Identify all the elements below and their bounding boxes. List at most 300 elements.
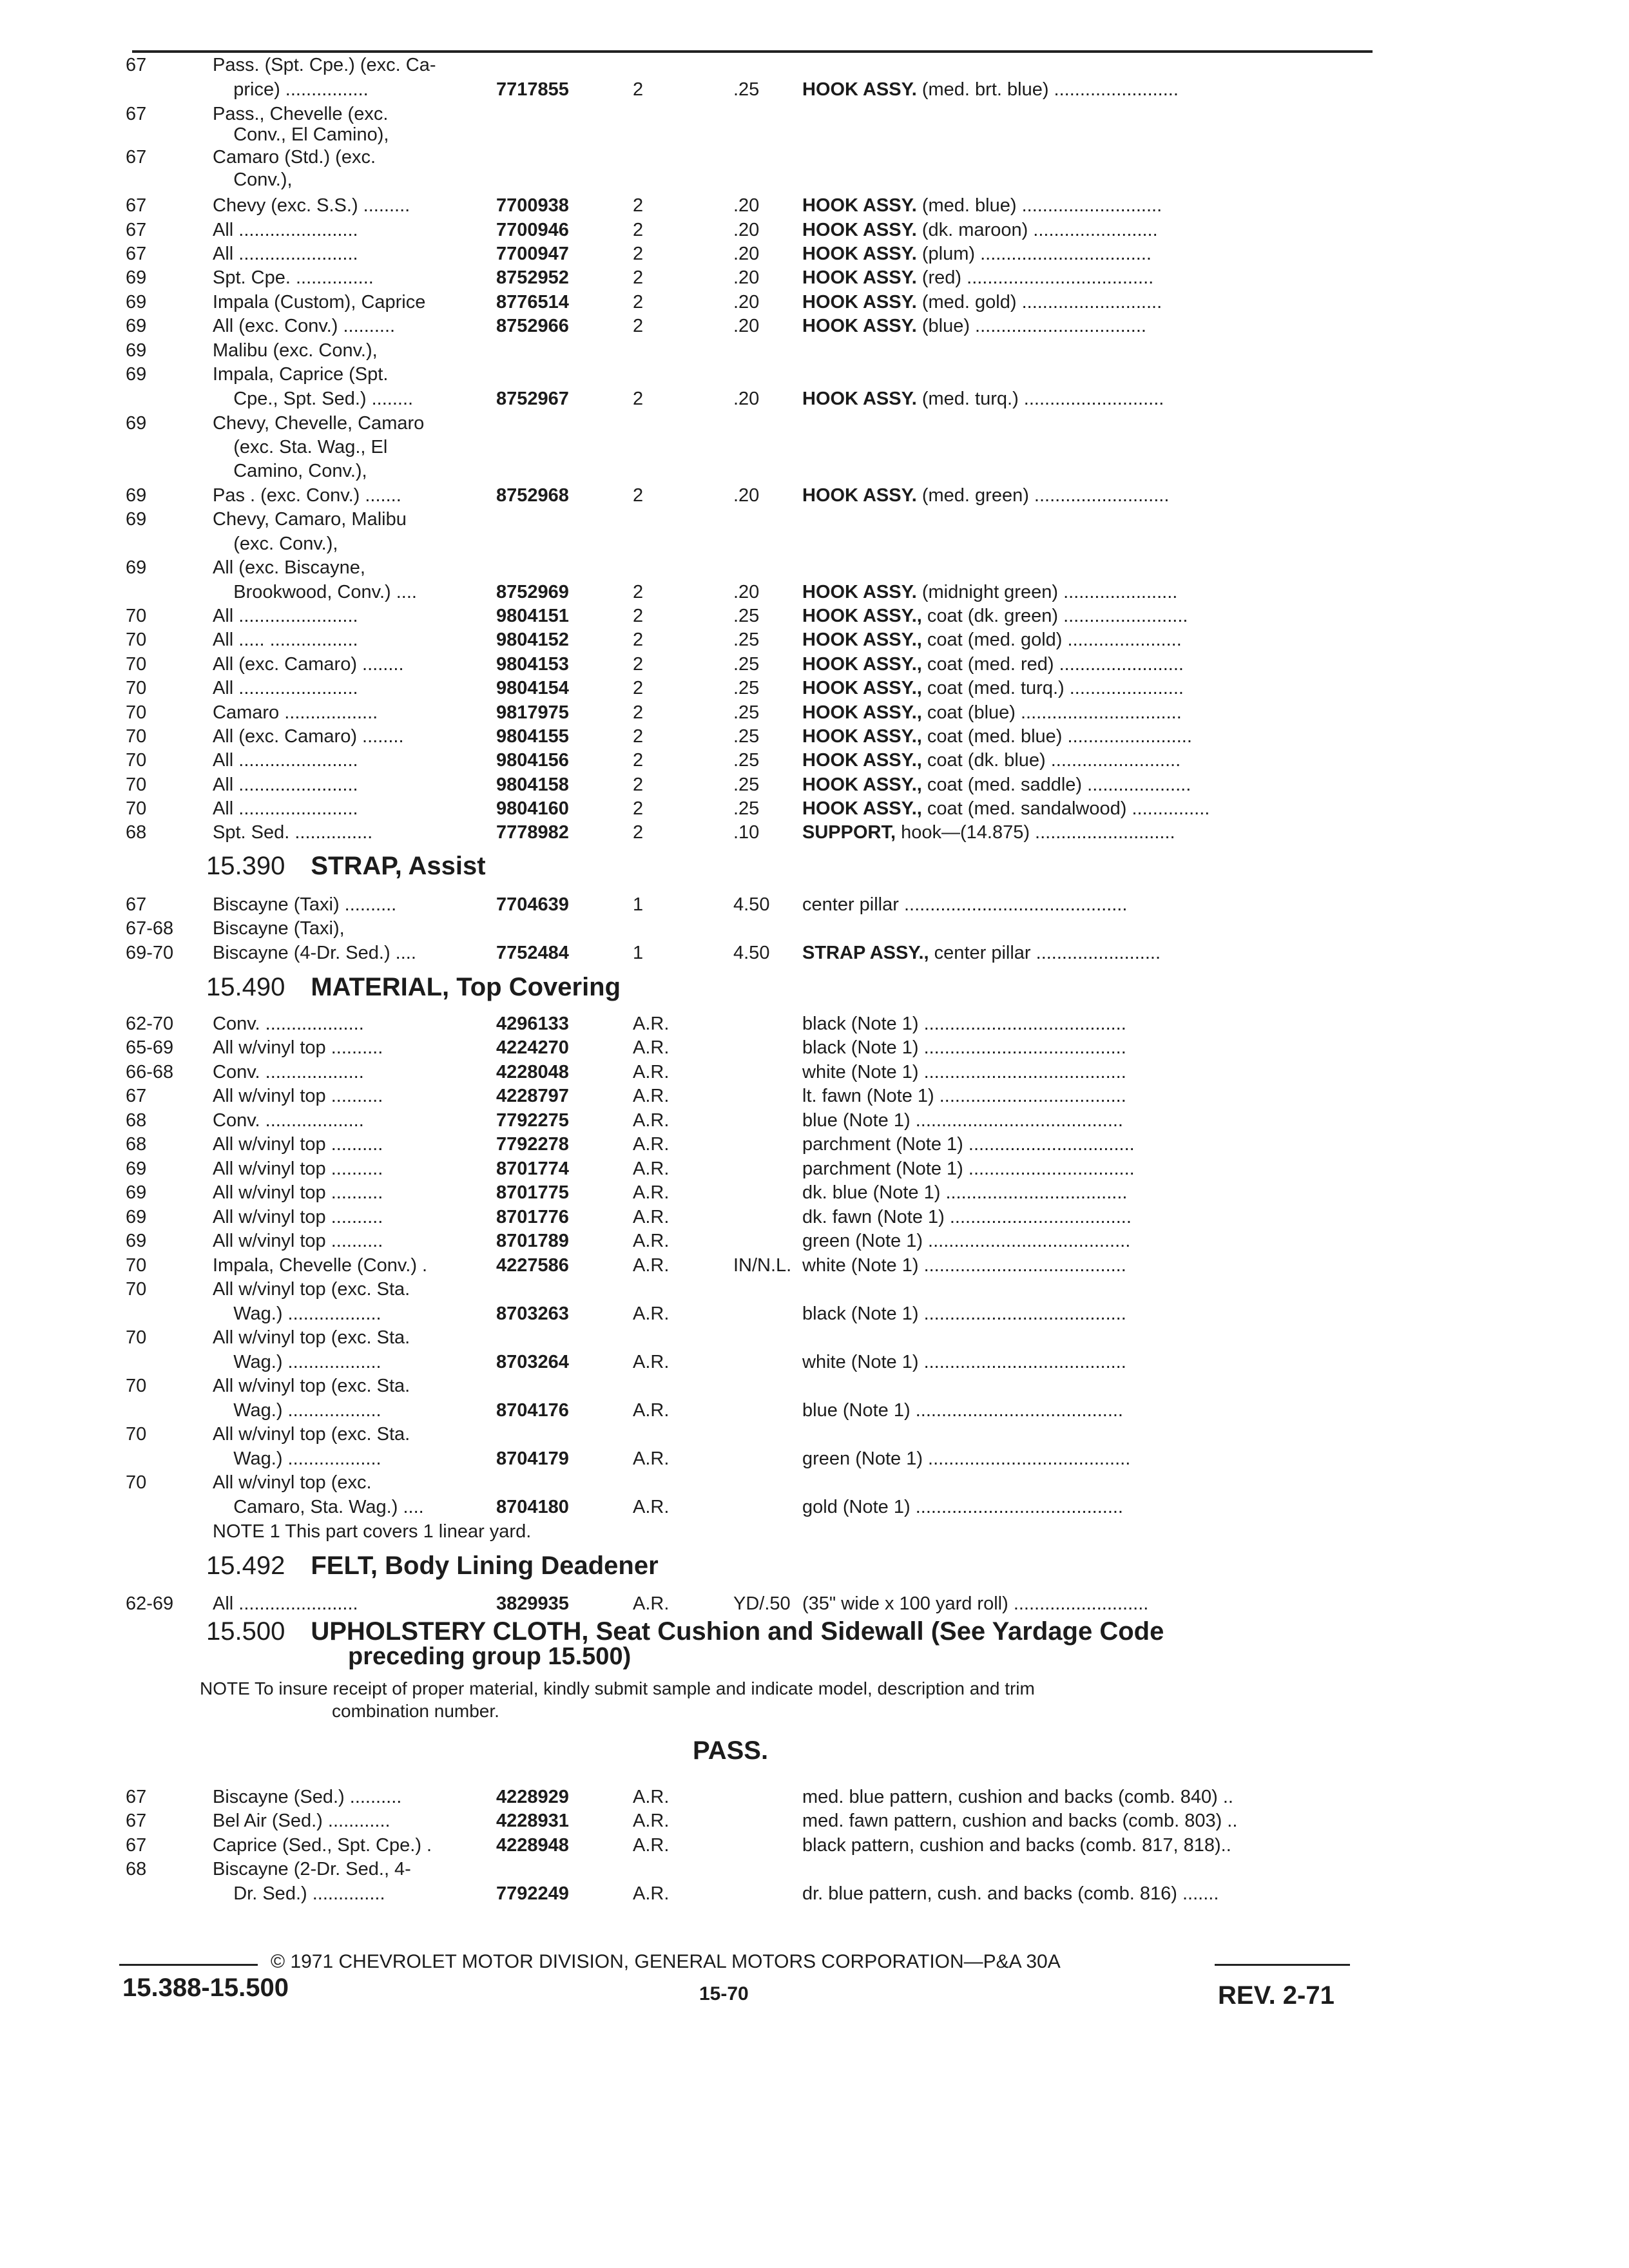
year-cell: 67 <box>126 55 147 75</box>
model-cell: Dr. Sed.) .............. <box>213 1883 385 1904</box>
quantity-cell: A.R. <box>633 1231 670 1251</box>
part-number-cell: 4227586 <box>496 1255 569 1276</box>
description-cell <box>802 1253 1126 1278</box>
part-number-cell: 7792275 <box>496 1110 569 1131</box>
description-detail: dk. blue (Note 1) ................................... <box>802 1182 1128 1203</box>
model-cell: Wag.) .................. <box>213 1400 381 1421</box>
part-number-cell: 9804151 <box>496 606 569 626</box>
model-cell: Biscayne (2-Dr. Sed., 4- <box>213 1859 411 1879</box>
part-number-cell: 4228929 <box>496 1787 569 1807</box>
quantity-cell: 2 <box>633 485 644 506</box>
price-cell: .20 <box>733 267 760 288</box>
year-cell: 69 <box>126 316 147 336</box>
group-heading <box>206 1617 1164 1646</box>
description-name: HOOK ASSY. <box>802 220 917 240</box>
quantity-cell: 2 <box>633 244 644 264</box>
year-cell: 68 <box>126 1859 147 1879</box>
quantity-cell: 2 <box>633 606 644 626</box>
description-cell <box>802 1157 1135 1181</box>
year-cell: 70 <box>126 1424 147 1445</box>
description-name: HOOK ASSY. <box>802 582 917 602</box>
model-cell: Conv. ................... <box>213 1014 364 1034</box>
description-cell <box>802 820 1175 845</box>
model-cell: Wag.) .................. <box>213 1352 381 1372</box>
year-cell: 70 <box>126 798 147 819</box>
price-cell: 4.50 <box>733 943 770 963</box>
description-cell <box>802 1809 1237 1833</box>
year-cell: 69 <box>126 267 147 288</box>
footer-rule-left <box>119 1964 258 1966</box>
year-cell: 67 <box>126 894 147 915</box>
model-cell: Bel Air (Sed.) ............ <box>213 1811 390 1831</box>
description-cell <box>802 483 1169 508</box>
quantity-cell: 2 <box>633 292 644 312</box>
quantity-cell: 2 <box>633 629 644 650</box>
description-cell <box>802 676 1184 700</box>
year-cell: 69 <box>126 1158 147 1179</box>
part-number-cell: 9804154 <box>496 678 569 698</box>
price-cell: .25 <box>733 629 760 650</box>
quantity-cell: A.R. <box>633 1448 670 1469</box>
description-name: SUPPORT, <box>802 822 896 843</box>
quantity-cell: 2 <box>633 822 644 843</box>
year-cell: 67 <box>126 104 147 124</box>
description-cell <box>802 652 1184 677</box>
description-detail: med. blue pattern, cushion and backs (comb. 840) .. <box>802 1787 1233 1807</box>
model-cell: All w/vinyl top .......... <box>213 1037 383 1058</box>
model-cell: Impala, Caprice (Spt. <box>213 364 389 385</box>
model-cell: All (exc. Conv.) .......... <box>213 316 396 336</box>
description-detail: center pillar ........................................... <box>802 894 1128 915</box>
description-detail: coat (blue) ............................... <box>921 702 1182 723</box>
quantity-cell: A.R. <box>633 1037 670 1058</box>
description-detail: coat (med. turq.) ...................... <box>921 678 1184 698</box>
year-cell: 69 <box>126 1182 147 1203</box>
description-cell <box>802 1495 1123 1519</box>
group-title: FELT, Body Lining Deadener <box>311 1552 659 1580</box>
footer-page-number: 15-70 <box>699 1983 749 2004</box>
description-detail: black (Note 1) ....................................... <box>802 1014 1126 1034</box>
price-cell: .25 <box>733 798 760 819</box>
description-detail: (red) .................................... <box>916 267 1154 288</box>
part-number-cell: 9804156 <box>496 750 569 771</box>
part-number-cell: 7792249 <box>496 1883 569 1904</box>
part-number-cell: 4228048 <box>496 1062 569 1082</box>
model-cell: All w/vinyl top (exc. Sta. <box>213 1376 410 1396</box>
description-cell <box>802 604 1188 628</box>
description-detail: (med. brt. blue) ........................ <box>916 79 1179 100</box>
description-name: HOOK ASSY., <box>802 798 922 819</box>
model-cell: All w/vinyl top .......... <box>213 1207 383 1227</box>
description-name: HOOK ASSY., <box>802 678 922 698</box>
year-cell: 68 <box>126 1110 147 1131</box>
year-cell: 70 <box>126 1255 147 1276</box>
description-name: HOOK ASSY. <box>802 485 917 506</box>
part-number-cell: 4228931 <box>496 1811 569 1831</box>
footer-rule-right <box>1215 1964 1350 1966</box>
model-cell: All w/vinyl top (exc. <box>213 1472 372 1493</box>
quantity-cell: 2 <box>633 267 644 288</box>
year-cell: 70 <box>126 629 147 650</box>
description-cell <box>802 1132 1135 1157</box>
part-number-cell: 7717855 <box>496 79 569 100</box>
description-detail: (dk. maroon) ........................ <box>916 220 1158 240</box>
model-cell: All ....................... <box>213 1593 358 1614</box>
part-number-cell: 7704639 <box>496 894 569 915</box>
part-number-cell: 8776514 <box>496 292 569 312</box>
quantity-cell: A.R. <box>633 1255 670 1276</box>
description-detail: black pattern, cushion and backs (comb. 817, 818).. <box>802 1835 1231 1856</box>
price-cell: 4.50 <box>733 894 770 915</box>
year-cell: 69-70 <box>126 943 174 963</box>
description-detail: lt. fawn (Note 1) .................................... <box>802 1086 1126 1106</box>
part-number-cell: 8752967 <box>496 389 569 409</box>
quantity-cell: 2 <box>633 798 644 819</box>
model-cell: Camaro, Sta. Wag.) .... <box>213 1497 424 1517</box>
description-cell <box>802 1398 1123 1423</box>
quantity-cell: 1 <box>633 894 644 915</box>
model-cell: All ....................... <box>213 750 358 771</box>
description-cell <box>802 1446 1130 1471</box>
group-number: 15.500 <box>206 1617 285 1646</box>
model-cell: Brookwood, Conv.) .... <box>213 582 417 602</box>
description-detail: parchment (Note 1) ................................ <box>802 1158 1135 1179</box>
quantity-cell: A.R. <box>633 1207 670 1227</box>
description-detail: coat (med. blue) ........................ <box>921 726 1192 747</box>
description-detail: (blue) ................................. <box>916 316 1146 336</box>
part-number-cell: 7792278 <box>496 1134 569 1155</box>
part-number-cell: 9804153 <box>496 654 569 675</box>
description-detail: (med. turq.) ........................... <box>916 389 1164 409</box>
description-name: HOOK ASSY. <box>802 292 917 312</box>
description-cell <box>802 242 1152 266</box>
year-cell: 70 <box>126 678 147 698</box>
model-cell: All w/vinyl top .......... <box>213 1231 383 1251</box>
quantity-cell: A.R. <box>633 1497 670 1517</box>
price-cell: .25 <box>733 702 760 723</box>
year-cell: 69 <box>126 1207 147 1227</box>
quantity-cell: 2 <box>633 774 644 795</box>
model-cell: All w/vinyl top .......... <box>213 1182 383 1203</box>
description-detail: med. fawn pattern, cushion and backs (comb. 803) .. <box>802 1811 1238 1831</box>
part-number-cell: 7700946 <box>496 220 569 240</box>
model-cell: All w/vinyl top (exc. Sta. <box>213 1327 410 1348</box>
description-detail: (midnight green) ...................... <box>916 582 1178 602</box>
price-cell: .20 <box>733 292 760 312</box>
model-cell: All ....................... <box>213 798 358 819</box>
model-cell: (exc. Sta. Wag., El <box>213 437 388 457</box>
footer-revision: REV. 2-71 <box>1218 1981 1335 2010</box>
description-cell <box>802 265 1153 290</box>
description-name: HOOK ASSY. <box>802 389 917 409</box>
year-cell: 70 <box>126 1376 147 1396</box>
quantity-cell: A.R. <box>633 1593 670 1614</box>
description-detail: coat (dk. green) ........................ <box>921 606 1188 626</box>
part-number-cell: 7752484 <box>496 943 569 963</box>
quantity-cell: A.R. <box>633 1787 670 1807</box>
description-name: HOOK ASSY. <box>802 267 917 288</box>
model-cell: Camino, Conv.), <box>213 461 367 481</box>
price-cell: .20 <box>733 485 760 506</box>
year-cell: 67 <box>126 220 147 240</box>
year-cell: 70 <box>126 606 147 626</box>
year-cell: 68 <box>126 822 147 843</box>
description-cell <box>802 1350 1126 1374</box>
model-cell: Impala, Chevelle (Conv.) . <box>213 1255 428 1276</box>
description-detail: (med. gold) ........................... <box>916 292 1162 312</box>
description-cell <box>802 290 1162 314</box>
group-number: 15.492 <box>206 1552 285 1580</box>
quantity-cell: 2 <box>633 678 644 698</box>
model-cell: Conv. ................... <box>213 1110 364 1131</box>
model-cell: Biscayne (Taxi), <box>213 918 345 939</box>
model-cell: Camaro (Std.) (exc. <box>213 147 376 168</box>
year-cell: 70 <box>126 654 147 675</box>
model-cell: Biscayne (Sed.) .......... <box>213 1787 402 1807</box>
description-name: STRAP ASSY., <box>802 943 929 963</box>
model-cell: All ....................... <box>213 606 358 626</box>
description-cell <box>802 77 1179 102</box>
description-name: HOOK ASSY., <box>802 654 922 675</box>
description-cell <box>802 1060 1126 1084</box>
quantity-cell: 2 <box>633 702 644 723</box>
part-number-cell: 8703264 <box>496 1352 569 1372</box>
quantity-cell: 2 <box>633 79 644 100</box>
quantity-cell: A.R. <box>633 1303 670 1324</box>
year-cell: 70 <box>126 774 147 795</box>
price-cell: .20 <box>733 389 760 409</box>
model-cell: Pass. (Spt. Cpe.) (exc. Ca- <box>213 55 436 75</box>
description-detail: black (Note 1) ....................................... <box>802 1303 1126 1324</box>
description-detail: white (Note 1) ....................................... <box>802 1255 1126 1276</box>
part-number-cell: 9804160 <box>496 798 569 819</box>
quantity-cell: A.R. <box>633 1014 670 1034</box>
description-name: HOOK ASSY. <box>802 195 917 216</box>
description-name: HOOK ASSY., <box>802 726 922 747</box>
quantity-cell: A.R. <box>633 1182 670 1203</box>
description-cell <box>802 773 1191 797</box>
quantity-cell: A.R. <box>633 1352 670 1372</box>
description-cell <box>802 314 1146 338</box>
year-cell: 69 <box>126 509 147 530</box>
year-cell: 70 <box>126 1472 147 1493</box>
model-cell: Wag.) .................. <box>213 1448 381 1469</box>
part-number-cell: 7778982 <box>496 822 569 843</box>
model-cell: Chevy, Chevelle, Camaro <box>213 413 425 434</box>
description-cell <box>802 193 1162 218</box>
price-cell: .25 <box>733 606 760 626</box>
quantity-cell: 2 <box>633 195 644 216</box>
part-number-cell: 4224270 <box>496 1037 569 1058</box>
description-cell <box>802 628 1182 652</box>
description-detail: (35" wide x 100 yard roll) .......................... <box>802 1593 1149 1614</box>
price-cell: .20 <box>733 195 760 216</box>
year-cell: 70 <box>126 726 147 747</box>
quantity-cell: 2 <box>633 726 644 747</box>
quantity-cell: A.R. <box>633 1811 670 1831</box>
price-cell: YD/.50 <box>733 1593 791 1614</box>
upholstery-note-line2: combination number. <box>332 1701 499 1721</box>
year-cell: 67 <box>126 195 147 216</box>
model-cell: Caprice (Sed., Spt. Cpe.) . <box>213 1835 432 1856</box>
model-cell: Spt. Sed. ............... <box>213 822 373 843</box>
quantity-cell: A.R. <box>633 1110 670 1131</box>
model-cell: (exc. Conv.), <box>213 533 338 554</box>
year-cell: 62-70 <box>126 1014 174 1034</box>
year-cell: 69 <box>126 364 147 385</box>
group-number: 15.390 <box>206 852 285 880</box>
part-number-cell: 3829935 <box>496 1593 569 1614</box>
model-cell: All w/vinyl top (exc. Sta. <box>213 1279 410 1300</box>
description-name: HOOK ASSY. <box>802 79 917 100</box>
part-number-cell: 4296133 <box>496 1014 569 1034</box>
part-number-cell: 8704176 <box>496 1400 569 1421</box>
part-number-cell: 9817975 <box>496 702 569 723</box>
year-cell: 69 <box>126 485 147 506</box>
year-cell: 70 <box>126 1279 147 1300</box>
footer-copyright: © 1971 CHEVROLET MOTOR DIVISION, GENERAL MOTORS CORPORATION—P&A 30A <box>271 1951 1061 1972</box>
part-number-cell: 8701775 <box>496 1182 569 1203</box>
part-number-cell: 9804158 <box>496 774 569 795</box>
model-cell: All w/vinyl top .......... <box>213 1158 383 1179</box>
model-cell: All ....................... <box>213 774 358 795</box>
model-cell: All w/vinyl top .......... <box>213 1086 383 1106</box>
quantity-cell: 2 <box>633 582 644 602</box>
description-cell <box>802 1205 1132 1229</box>
group-title: STRAP, Assist <box>311 852 486 880</box>
part-number-cell: 7700938 <box>496 195 569 216</box>
quantity-cell: 2 <box>633 316 644 336</box>
price-cell: .25 <box>733 79 760 100</box>
description-cell <box>802 1881 1219 1906</box>
group-title: UPHOLSTERY CLOTH, Seat Cushion and Sidewall (See Yardage Code <box>311 1617 1164 1646</box>
quantity-cell: 2 <box>633 389 644 409</box>
part-number-cell: 8752968 <box>496 485 569 506</box>
model-cell: Pas . (exc. Conv.) ....... <box>213 485 401 506</box>
model-cell: Camaro .................. <box>213 702 378 723</box>
part-number-cell: 9804152 <box>496 629 569 650</box>
year-cell: 69 <box>126 340 147 361</box>
model-cell: All (exc. Camaro) ........ <box>213 654 404 675</box>
quantity-cell: 2 <box>633 220 644 240</box>
model-cell: All (exc. Biscayne, <box>213 557 365 578</box>
model-cell: Biscayne (4-Dr. Sed.) .... <box>213 943 416 963</box>
description-name: HOOK ASSY. <box>802 316 917 336</box>
price-cell: .20 <box>733 244 760 264</box>
description-cell <box>802 1302 1126 1326</box>
price-cell: .10 <box>733 822 760 843</box>
model-cell: Cpe., Spt. Sed.) ........ <box>213 389 414 409</box>
description-cell <box>802 580 1177 604</box>
description-cell <box>802 387 1164 411</box>
part-number-cell: 8752966 <box>496 316 569 336</box>
description-detail: center pillar ........................ <box>929 943 1161 963</box>
quantity-cell: A.R. <box>633 1134 670 1155</box>
description-cell <box>802 748 1181 773</box>
model-cell: All ....................... <box>213 220 358 240</box>
price-cell: .25 <box>733 654 760 675</box>
description-name: HOOK ASSY., <box>802 750 922 771</box>
description-detail: (med. green) .......................... <box>916 485 1170 506</box>
part-number-cell: 8752969 <box>496 582 569 602</box>
group-number: 15.490 <box>206 973 285 1001</box>
price-cell: .25 <box>733 774 760 795</box>
part-number-cell: 8704180 <box>496 1497 569 1517</box>
year-cell: 69 <box>126 1231 147 1251</box>
quantity-cell: 2 <box>633 750 644 771</box>
quantity-cell: 2 <box>633 654 644 675</box>
price-cell: .20 <box>733 582 760 602</box>
price-cell: .25 <box>733 750 760 771</box>
model-cell: NOTE 1 This part covers 1 linear yard. <box>213 1521 532 1542</box>
part-number-cell: 9804155 <box>496 726 569 747</box>
model-cell: All (exc. Camaro) ........ <box>213 726 404 747</box>
quantity-cell: A.R. <box>633 1835 670 1856</box>
description-cell <box>802 700 1182 725</box>
description-cell <box>802 1035 1126 1060</box>
year-cell: 69 <box>126 413 147 434</box>
footer-range: 15.388-15.500 <box>122 1974 289 2002</box>
quantity-cell: A.R. <box>633 1062 670 1082</box>
model-cell: All ....................... <box>213 678 358 698</box>
description-detail: green (Note 1) ....................................... <box>802 1448 1131 1469</box>
model-cell: All w/vinyl top .......... <box>213 1134 383 1155</box>
description-cell <box>802 1012 1126 1036</box>
description-cell <box>802 1229 1130 1253</box>
part-number-cell: 4228948 <box>496 1835 569 1856</box>
model-cell: price) ................ <box>213 79 369 100</box>
description-detail: dk. fawn (Note 1) ................................... <box>802 1207 1132 1227</box>
description-name: HOOK ASSY., <box>802 702 922 723</box>
description-detail: coat (med. red) ........................ <box>921 654 1184 675</box>
pass-heading: PASS. <box>693 1736 769 1765</box>
year-cell: 67 <box>126 1811 147 1831</box>
quantity-cell: A.R. <box>633 1086 670 1106</box>
year-cell: 67 <box>126 147 147 168</box>
year-cell: 70 <box>126 702 147 723</box>
description-name: HOOK ASSY., <box>802 629 922 650</box>
description-cell <box>802 1108 1123 1133</box>
description-detail: white (Note 1) ....................................... <box>802 1062 1126 1082</box>
description-detail: coat (med. gold) ...................... <box>921 629 1182 650</box>
model-cell: Spt. Cpe. ............... <box>213 267 374 288</box>
part-number-cell: 8701789 <box>496 1231 569 1251</box>
description-name: HOOK ASSY., <box>802 774 922 795</box>
year-cell: 67 <box>126 1086 147 1106</box>
description-cell <box>802 1180 1127 1205</box>
group-heading <box>206 1552 659 1581</box>
description-detail: (med. blue) ........................... <box>916 195 1162 216</box>
year-cell: 67 <box>126 1787 147 1807</box>
model-cell: Impala (Custom), Caprice <box>213 292 426 312</box>
description-detail: parchment (Note 1) ................................ <box>802 1134 1135 1155</box>
model-cell: Conv. ................... <box>213 1062 364 1082</box>
description-cell <box>802 1833 1231 1858</box>
year-cell: 68 <box>126 1134 147 1155</box>
description-cell <box>802 796 1210 821</box>
quantity-cell: A.R. <box>633 1400 670 1421</box>
quantity-cell: 1 <box>633 943 644 963</box>
description-cell <box>802 892 1127 917</box>
model-cell: Pass., Chevelle (exc. <box>213 104 389 124</box>
part-number-cell: 8703263 <box>496 1303 569 1324</box>
model-cell: Conv., El Camino), <box>213 124 389 145</box>
model-cell: Conv.), <box>213 169 293 190</box>
year-cell: 67 <box>126 1835 147 1856</box>
year-cell: 69 <box>126 292 147 312</box>
description-detail: dr. blue pattern, cush. and backs (comb. 816) ....... <box>802 1883 1219 1904</box>
price-cell: .20 <box>733 316 760 336</box>
